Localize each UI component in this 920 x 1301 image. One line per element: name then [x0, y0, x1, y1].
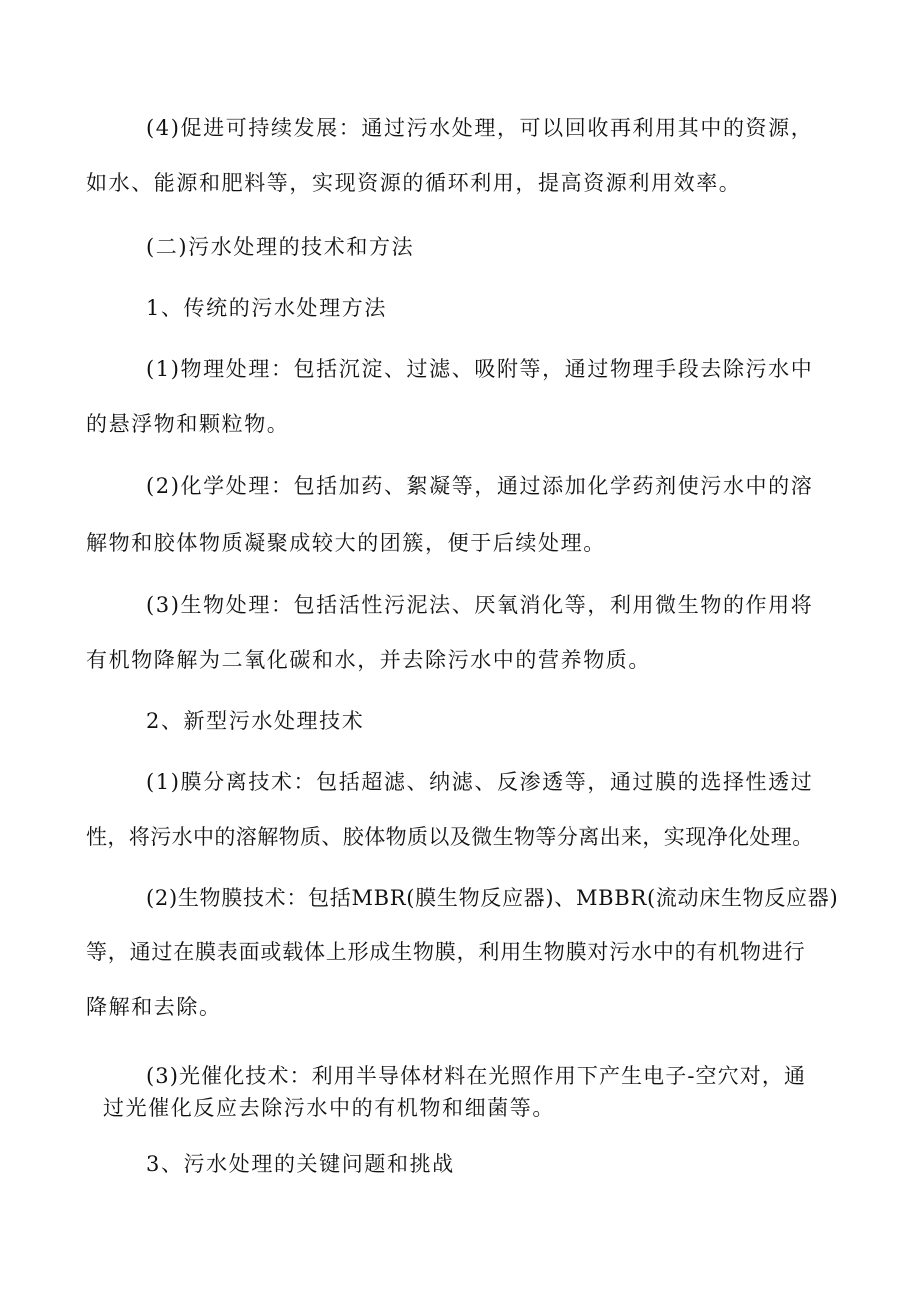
paragraph-chemical-line-2: 解物和胶体物质凝聚成较大的团簇，便于后续处理。	[86, 531, 606, 555]
paragraph-biofilm-line-3: 降解和去除。	[86, 995, 222, 1019]
paragraph-1-line-2: 如水、能源和肥料等，实现资源的循环利用，提高资源利用效率。	[86, 171, 742, 195]
paragraph-photocatalysis-line-1: (3)光催化技术：利用半导体材料在光照作用下产生电子-空穴对，通	[146, 1064, 807, 1088]
paragraph-biofilm-line-2: 等，通过在膜表面或载体上形成生物膜，利用生物膜对污水中的有机物进行	[86, 940, 806, 964]
paragraph-biological-line-1: (3)生物处理：包括活性污泥法、厌氧消化等，利用微生物的作用将	[146, 593, 814, 617]
subheading-new-technologies: 2、新型污水处理技术	[146, 709, 365, 733]
paragraph-photocatalysis-line-2: 过光催化反应去除污水中的有机物和细菌等。	[103, 1096, 555, 1120]
paragraph-chemical-line-1: (2)化学处理：包括加药、絮凝等，通过添加化学药剂使污水中的溶	[146, 474, 814, 498]
subheading-traditional-methods: 1、传统的污水处理方法	[146, 296, 387, 320]
section-heading-techniques: (二)污水处理的技术和方法	[146, 235, 415, 259]
paragraph-physical-line-1: (1)物理处理：包括沉淀、过滤、吸附等，通过物理手段去除污水中	[146, 357, 814, 381]
subheading-key-challenges: 3、污水处理的关键问题和挑战	[146, 1152, 455, 1176]
paragraph-membrane-line-1: (1)膜分离技术：包括超滤、纳滤、反渗透等，通过膜的选择性透过	[146, 770, 814, 794]
paragraph-biological-line-2: 有机物降解为二氧化碳和水，并去除污水中的营养物质。	[86, 648, 651, 672]
paragraph-membrane-line-2: 性，将污水中的溶解物质、胶体物质以及微生物等分离出来，实现净化处理。	[86, 825, 814, 849]
paragraph-biofilm-line-1: (2)生物膜技术：包括MBR(膜生物反应器)、MBBR(流动床生物反应器)	[146, 886, 839, 910]
paragraph-physical-line-2: 的悬浮物和颗粒物。	[86, 412, 290, 436]
paragraph-1-line-1: (4)促进可持续发展：通过污水处理，可以回收再利用其中的资源，	[146, 116, 814, 140]
